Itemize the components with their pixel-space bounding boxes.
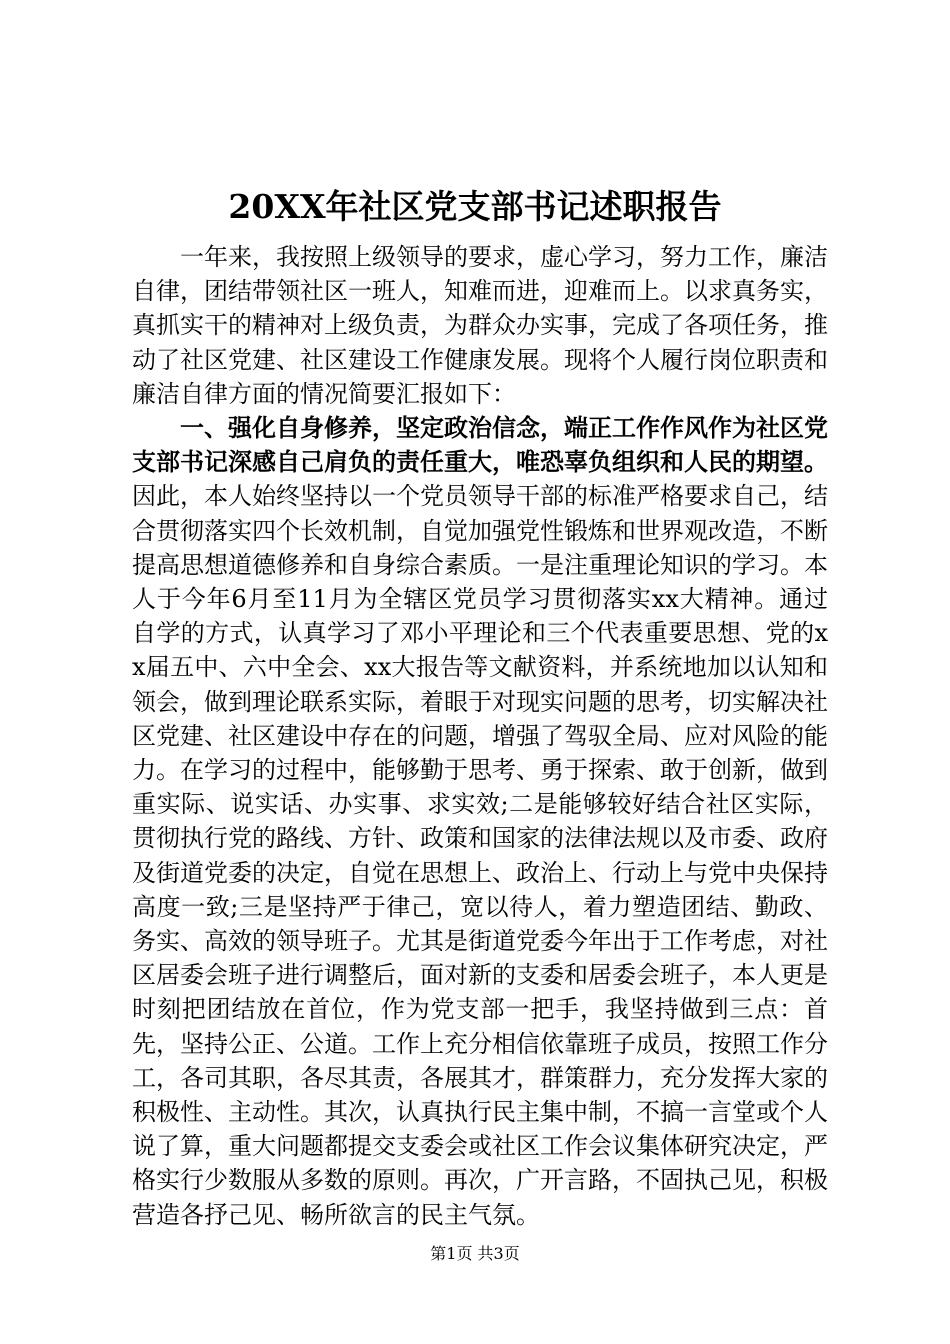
page-footer: 第1页 共3页 <box>430 1244 520 1263</box>
section-1-body: 因此，本人始终坚持以一个党员领导干部的标准严格要求自己，结合贯彻落实四个长效机制，自觉加强党性锻炼和世界观改造，不断提高思想道德修养和自身综合素质。一是注重理论知识的学习。本人于今年6月至11月为全辖区党员学习贯彻落实xx大精神。通过自学的方式，认真学习了邓小平理论和三个代表重要思想、党的xx届五中、六中全会、xx大报告等文献资料，并系统地加以认知和领会，做到理论联系实际，着眼于对现实问题的思考，切实解决社区党建、社区建设中存在的问题，增强了驾驭全局、应对风险的能力。在学习的过程中，能够勤于思考、勇于探索、敢于创新，做到重实际、说实话、办实事、求实效;二是能够较好结合社区实际，贯彻执行党的路线、方针、政策和国家的法律法规以及市委、政府及街道党委的决定，自觉在思想上、政治上、行动上与党中央保持高度一致;三是坚持严于律己，宽以待人，着力塑造团结、勤政、务实、高效的领导班子。尤其是街道党委今年出于工作考虑，对社区居委会班子进行调整后，面对新的支委和居委会班子，本人更是时刻把团结放在首位，作为党支部一把手，我坚持做到三点：首先，坚持公正、公道。工作上充分相信依靠班子成员，按照工作分工，各司其职，各尽其责，各展其才，群策群力，充分发挥大家的积极性、主动性。其次，认真执行民主集中制，不搞一言堂或个人说了算，重大问题都提交支委会或社区工作会议集体研究决定，严格实行少数服从多数的原则。再次，广开言路，不固执己见，积极营造各抒己见、畅所欲言的民主气氛。 <box>132 482 828 1229</box>
intro-paragraph: 一年来，我按照上级领导的要求，虚心学习，努力工作，廉洁自律，团结带领社区一班人，知难而进，迎难而上。以求真务实，真抓实干的精神对上级负责，为群众办实事，完成了各项任务，推动了社区党建、社区建设工作健康发展。现将个人履行岗位职责和廉洁自律方面的情况简要汇报如下： <box>132 243 828 408</box>
document-title: 20XX年社区党支部书记述职报告 <box>228 187 722 226</box>
section-1-paragraph <box>132 411 828 1232</box>
section-1-heading: 一、强化自身修养，坚定政治信念，端正工作作风作为社区党支部书记深感自己肩负的责任重大，唯恐辜负组织和人民的期望。 <box>132 413 828 477</box>
document-body <box>132 240 828 1232</box>
